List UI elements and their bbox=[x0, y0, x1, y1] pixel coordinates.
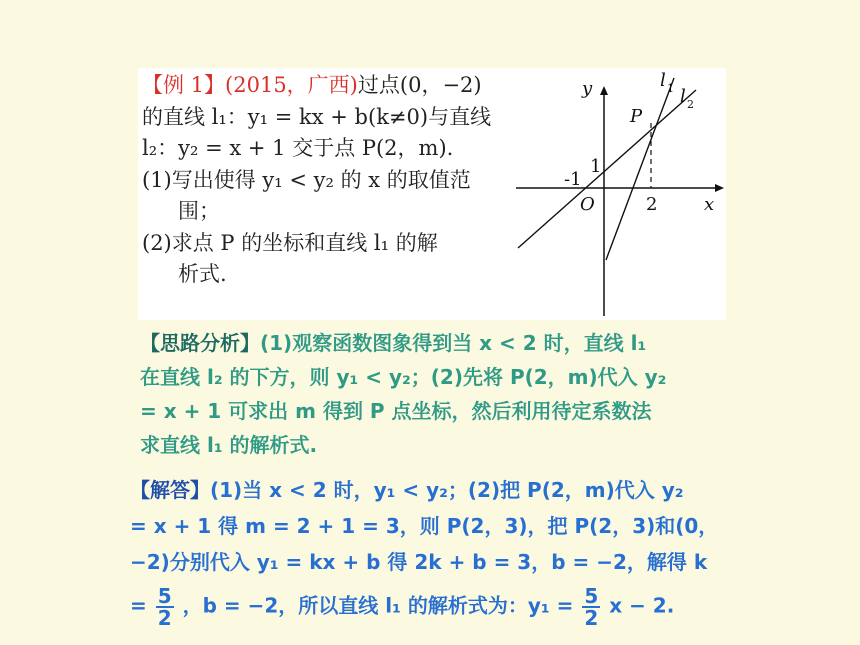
tick-y-1: 1 bbox=[590, 156, 602, 177]
fraction-k-num: 5 bbox=[157, 584, 172, 608]
answer-last-mid: ，b = −2，所以直线 l₁ 的解析式为：y₁ = bbox=[182, 593, 574, 618]
problem-line-6: (2)求点 P 的坐标和直线 l₁ 的解 bbox=[142, 230, 438, 255]
x-axis-label: x bbox=[704, 194, 715, 215]
problem-line-4: (1)写出使得 y₁ < y₂ 的 x 的取值范 bbox=[142, 167, 471, 192]
problem-line-5: 围； bbox=[178, 199, 220, 223]
x-axis-arrow bbox=[715, 184, 724, 192]
fraction-result-den: 2 bbox=[584, 606, 599, 630]
fraction-k-den: 2 bbox=[157, 606, 172, 630]
analysis-line-4: 求直线 l₁ 的解析式. bbox=[140, 433, 318, 457]
origin-label: O bbox=[580, 194, 595, 215]
tick-x-2: 2 bbox=[646, 194, 658, 215]
problem-line-1-text: 过点(0，−2) bbox=[357, 73, 482, 97]
l1-sub: 1 bbox=[667, 82, 674, 95]
problem-line-2: 的直线 l₁：y₁ = kx + b(k≠0)与直线 bbox=[142, 104, 492, 129]
problem-text bbox=[142, 70, 522, 291]
answer-line-1 bbox=[130, 472, 750, 508]
answer-section bbox=[130, 472, 750, 628]
fraction-result bbox=[582, 586, 600, 628]
answer-last-prefix: = bbox=[130, 593, 147, 618]
y-axis-arrow bbox=[600, 86, 608, 95]
problem-source: (2015，广西) bbox=[225, 73, 358, 97]
answer-line-4 bbox=[130, 586, 750, 628]
answer-tag: 【解答】 bbox=[130, 478, 210, 502]
problem-line-3: l₂：y₂ = x + 1 交于点 P(2，m). bbox=[142, 136, 454, 160]
analysis-section bbox=[140, 326, 740, 462]
problem-line-7: 析式. bbox=[178, 262, 227, 286]
function-graph bbox=[516, 68, 726, 320]
answer-line-2: = x + 1 得 m = 2 + 1 = 3，则 P(2，3)，把 P(2，3)和(0， bbox=[130, 514, 719, 538]
y-axis-label: y bbox=[582, 78, 593, 99]
answer-line-1-text: (1)当 x < 2 时，y₁ < y₂；(2)把 P(2，m)代入 y₂ bbox=[210, 478, 684, 502]
fraction-k bbox=[156, 586, 174, 628]
fraction-result-num: 5 bbox=[584, 584, 599, 608]
analysis-line-1 bbox=[140, 326, 740, 360]
point-p-label: P bbox=[630, 106, 643, 127]
problem-line-1 bbox=[142, 70, 522, 102]
l2-sub: 2 bbox=[687, 98, 694, 111]
l1-label: l bbox=[660, 70, 666, 91]
problem-box bbox=[138, 68, 726, 320]
line-l2 bbox=[518, 90, 696, 248]
analysis-line-1-text: (1)观察函数图象得到当 x < 2 时，直线 l₁ bbox=[260, 331, 647, 355]
tick-x-neg1: -1 bbox=[564, 169, 582, 190]
answer-line-3: −2)分别代入 y₁ = kx + b 得 2k + b = 3，b = −2，解得 k bbox=[130, 550, 708, 574]
analysis-line-2: 在直线 l₂ 的下方，则 y₁ < y₂；(2)先将 P(2，m)代入 y₂ bbox=[140, 365, 667, 389]
answer-last-suffix: x − 2. bbox=[609, 593, 675, 618]
example-tag: 【例 1】 bbox=[142, 73, 226, 97]
analysis-line-3: = x + 1 可求出 m 得到 P 点坐标，然后利用待定系数法 bbox=[140, 399, 652, 423]
l2-label: l bbox=[680, 86, 686, 107]
analysis-tag: 【思路分析】 bbox=[140, 331, 260, 355]
